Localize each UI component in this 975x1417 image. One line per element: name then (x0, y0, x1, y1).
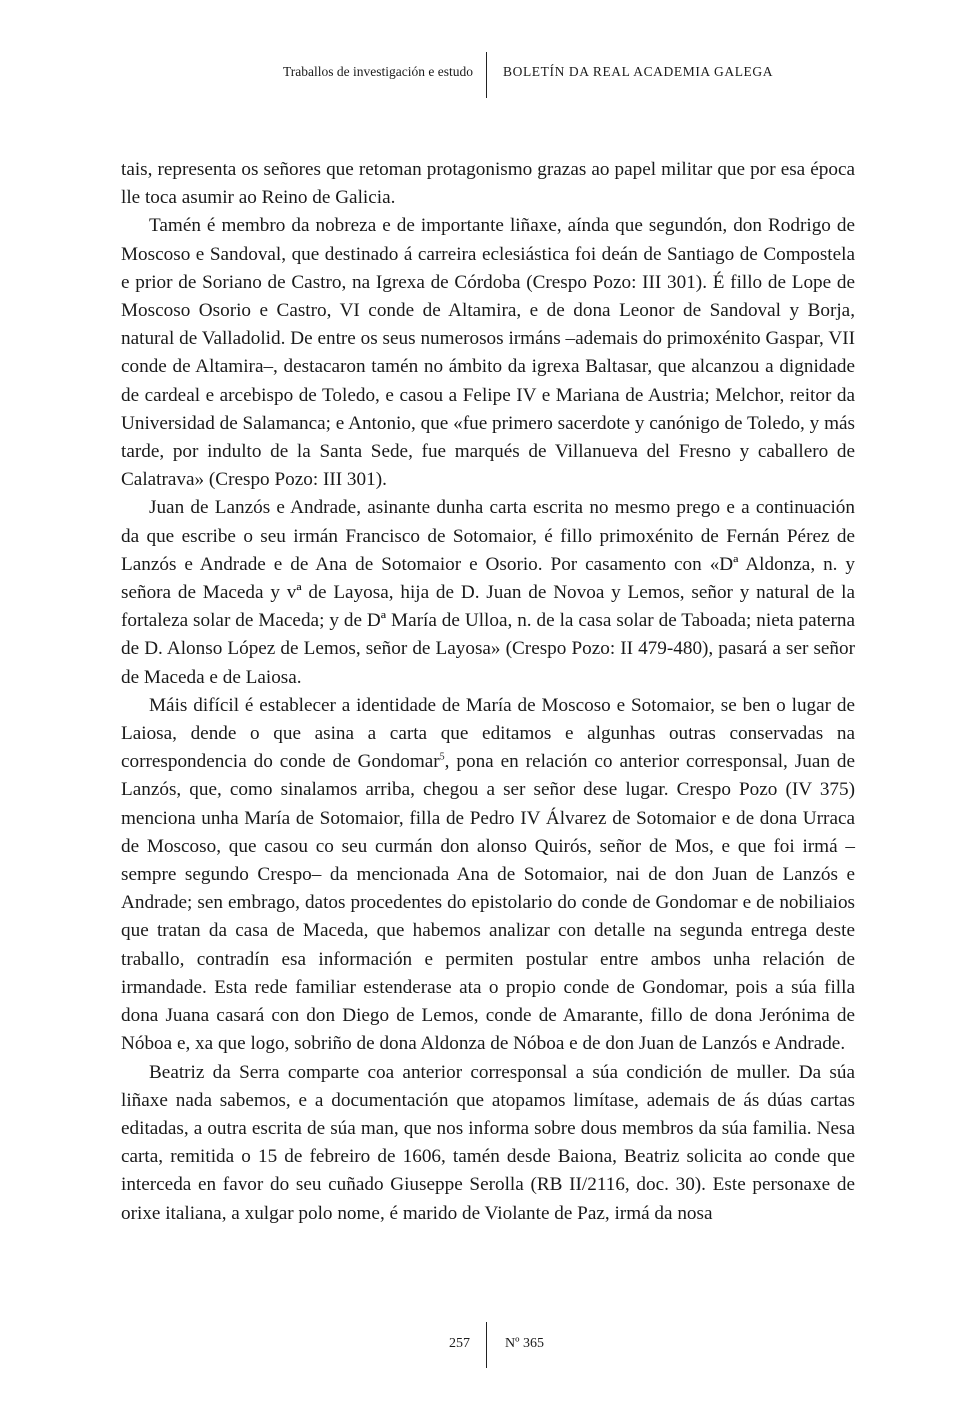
paragraph-maria-part-1: Máis difícil é establecer a identidade de María de Moscoso e Sotomaior, se ben o lugar de Laiosa, dende o que asina a carta que editamos e algunhas outras conservadas na correspondencia do conde de Gondomar (121, 694, 855, 773)
page-number: 257 (449, 1336, 470, 1351)
paragraph-rodrigo: Tamén é membro da nobreza e de importante liñaxe, aínda que segundón, don Rodrigo de Moscoso e Sandoval, que destinado á carreira eclesiástica foi deán de Santiago de Compostela e prior de Soriano de Castro, na Igrexa de Córdoba (Crespo Pozo: III 301). É fillo de Lope de Moscoso Osorio e Castro, VI conde de Altamira, e de dona Leonor de Sandoval y Borja, natural de Valladolid. De entre os seus numerosos irmáns –ademais do primoxénito Gaspar, VII conde de Altamira–, destacaron tamén no ámbito da igrexa Baltasar, que alcanzou a dignidade de cardeal e arcebispo de Toledo, e casou a Felipe IV e Mariana de Austria; Melchor, reitor da Universidad de Salamanca; e Antonio, que «fue primero sacerdote y canónigo de Toledo, y más tarde, por indulto de la Santa Sede, fue marqués de Villanueva del Fresno y caballero de Calatrava» (Crespo Pozo: III 301). (121, 215, 855, 491)
header-journal-title: BOLETÍN DA REAL ACADEMIA GALEGA (503, 64, 774, 79)
header-section-title: Traballos de investigación e estudo (283, 64, 473, 79)
footnote-reference[interactable]: 5 (439, 751, 445, 763)
paragraph-continuation: tais, representa os señores que retoman protagonismo grazas ao papel militar que por esa época lle toca asumir ao Reino de Galicia. (121, 159, 855, 209)
issue-number: Nº 365 (505, 1336, 544, 1351)
paragraph-maria-moscoso (121, 692, 855, 1059)
header-divider (486, 52, 487, 98)
article-body (121, 156, 855, 1228)
paragraph-beatriz: Beatriz da Serra comparte coa anterior corresponsal a súa condición de muller. Da súa liñaxe nada sabemos, e a documentación que atopamos limítase, ademais de ás dúas cartas editadas, a outra escrita de súa man, que nos informa sobre dous membros da súa familia. Nesa carta, remitida o 15 de febreiro de 1606, tamén desde Baiona, Beatriz solicita ao conde que interceda en favor do seu cuñado Giuseppe Serolla (RB II/2116, doc. 30). Este personaxe de orixe italiana, a xulgar polo nome, é marido de Violante de Paz, irmá da nosa (121, 1061, 855, 1224)
paragraph-maria-part-2: , pona en relación co anterior corresponsal, Juan de Lanzós, que, como sinalamos arriba, chegou a ser señor dese lugar. Crespo Pozo (IV 375) menciona unha María de Sotomaior, filla de Pedro IV Álvarez de Sotomaior e de dona Urraca de Moscoso, que casou co seu curmán don alonso Quirós, señor de Mos, e que foi irmá –sempre segundo Crespo– da mencionada Ana de Sotomaior, nai de don Juan de Lanzós e Andrade; sen embrago, datos procedentes do epistolario do conde de Gondomar e de nobiliaios que tratan da casa de Maceda, que habemos analizar con detalle na segunda entrega deste traballo, contradín esa información e permiten postular entre ambos unha relación de irmandade. Esta rede familiar estenderase ata o propio conde de Gondomar, pois a súa filla dona Juana casará con don Diego de Lemos, conde de Amarante, fillo de dona Jerónima de Nóboa e, xa que logo, sobriño de dona Aldonza de Nóboa e de don Juan de Lanzós e Andrade. (121, 751, 855, 1055)
paragraph-juan-lanzos: Juan de Lanzós e Andrade, asinante dunha carta escrita no mesmo prego e a continuación da que escribe o seu irmán Francisco de Sotomaior, é fillo primoxénito de Fernán Pérez de Lanzós e Andrade e de Ana de Sotomaior e Osorio. Por casamento con «Dª Aldonza, n. y señora de Maceda y vª de Layosa, hija de D. Juan de Novoa y Lemos, señor y natural de la fortaleza solar de Maceda; y de Dª María de Ulloa, n. de la casa solar de Taboada; nieta paterna de D. Alonso López de Lemos, señor de Layosa» (Crespo Pozo: II 479-480), pasará a ser señor de Maceda e de Laiosa. (121, 497, 855, 688)
footer-divider (486, 1322, 487, 1368)
page-footer (0, 1320, 975, 1380)
running-header (0, 0, 975, 100)
